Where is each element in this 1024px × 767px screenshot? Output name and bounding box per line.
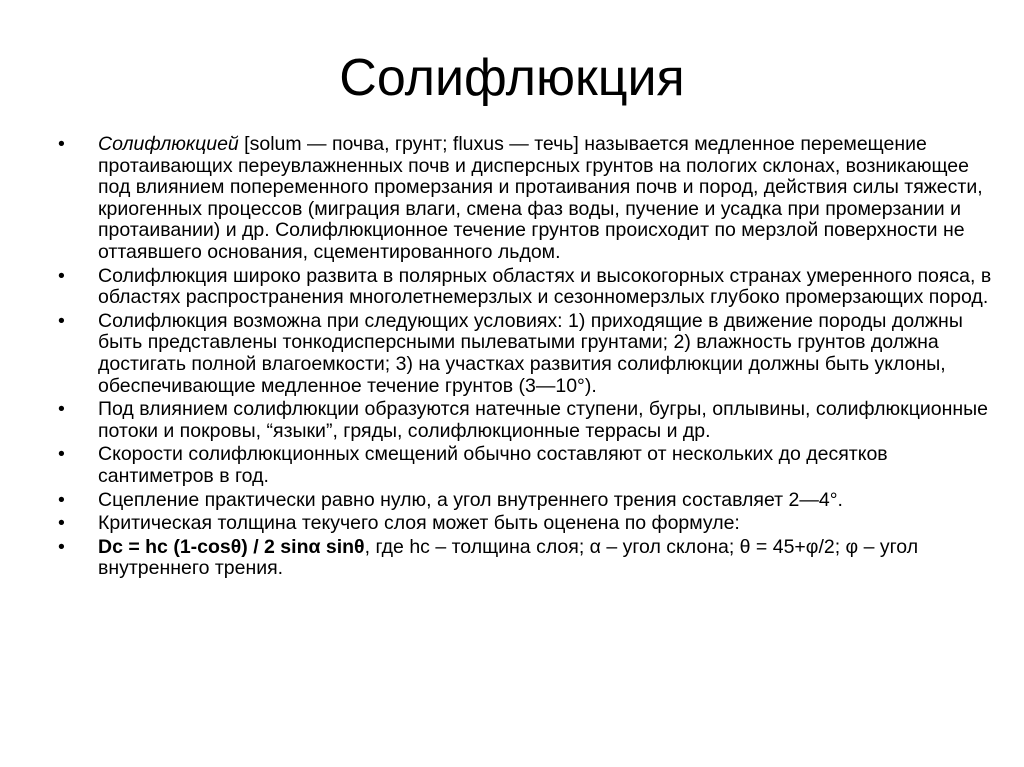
bullet-dot: • <box>58 398 65 421</box>
bullet-dot: • <box>58 264 65 287</box>
list-item <box>58 490 998 512</box>
formula-bold: Dc = hc (1-cosθ) / 2 sinα sinθ <box>98 535 365 558</box>
bullet-text: Солифлюкция широко развита в полярных областях и высокогорных странах умеренного пояса, в областях распространения многолетнемерзлых и сезонномерзлых глубоко промерзающих пород. <box>98 264 992 309</box>
bullet-text: Скорости солифлюкционных смещений обычно составляют от нескольких до десятков сантиметров в год. <box>98 443 888 487</box>
list-item <box>58 266 998 309</box>
bullet-list <box>58 134 998 582</box>
bullet-text: Сцепление практически равно нулю, а угол внутреннего трения составляет 2—4°. <box>98 488 843 511</box>
list-item <box>58 311 998 397</box>
bullet-text: [solum — почва, грунт; fluxus — течь] называется медленное перемещение протаивающих переувлажненных почв и дисперсных грунтов на пологих склонах, возникающее под влиянием попеременного промерзания и протаивания почв и пород, действия силы тяжести, криогенных процессов (миграция влаги, смена фаз воды, пучение и усадка при промерзании и протаивании) и др. Солифлюкционное течение грунтов происходит по мерзлой поверхности не оттаявшего основания, сцементированного льдом. <box>98 133 983 263</box>
bullet-dot: • <box>58 535 65 558</box>
term-italic: Солифлюкцией <box>98 133 239 155</box>
bullet-text: , где hc – толщина слоя; α – угол склона; θ = 45+φ/2; φ – угол внутреннего трения. <box>98 535 919 580</box>
bullet-text: Критическая толщина текучего слоя может быть оценена по формуле: <box>98 512 740 535</box>
list-item <box>58 444 998 487</box>
list-item <box>58 513 998 535</box>
bullet-dot: • <box>58 309 65 332</box>
list-item <box>58 537 998 580</box>
bullet-text: Под влиянием солифлюкции образуются натечные ступени, бугры, оплывины, солифлюкционные потоки и покровы, “языки”, гряды, солифлюкционные террасы и др. <box>98 398 989 442</box>
bullet-dot: • <box>58 512 65 535</box>
page-title: Солифлюкция <box>339 49 685 107</box>
list-item <box>58 134 998 264</box>
bullet-text: Солифлюкция возможна при следующих условиях: 1) приходящие в движение породы должны быть представлены тонкодисперсными пылеватыми грунтами; 2) влажность грунтов должна достигать полной влагоемкости; 3) на участках развития солифлюкции должны быть уклоны, обеспечивающие медленное течение грунтов (3—10°). <box>98 309 963 397</box>
bullet-dot: • <box>58 133 65 155</box>
list-item <box>58 399 998 442</box>
bullet-dot: • <box>58 488 65 511</box>
bullet-dot: • <box>58 443 65 466</box>
